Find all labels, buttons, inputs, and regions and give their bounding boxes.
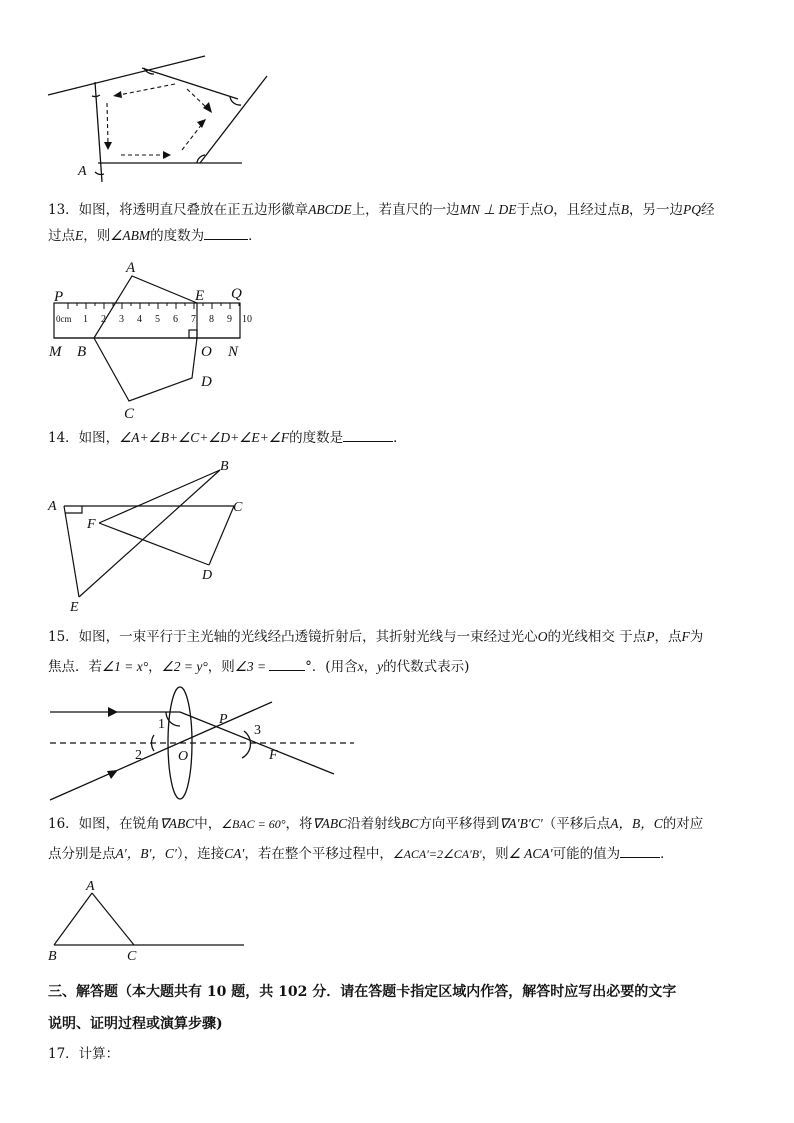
fig14-label-e: E [70, 600, 79, 615]
fig13-ruler-tick-label: 6 [173, 314, 178, 325]
fig15-label-1: 1 [158, 717, 165, 732]
q16-line-1: 16．如图，在锐角∇ABC中，∠BAC = 60°，将∇ABC沿着射线BC方向平移得到∇A′B′C′（平移后点A，B，C的对应 [48, 816, 704, 832]
fig15-angle-arc-3 [242, 731, 250, 758]
fig14-line-eb [79, 470, 220, 597]
fig13-label-b: B [77, 344, 87, 360]
fig14-label-d: D [202, 568, 213, 583]
fig15-arrow-head-1 [108, 707, 118, 717]
fig16-side-ab [54, 893, 92, 945]
fig13-right-angle [189, 330, 197, 338]
fig15-label-p: P [219, 712, 228, 727]
fig16-label-c: C [127, 949, 137, 964]
question-14: 14．如图，∠A+∠B+∠C+∠D+∠E+∠F的度数是 ． [48, 425, 748, 451]
question-16 [48, 811, 748, 867]
fig13-ruler-tick-label: 5 [155, 314, 160, 325]
fig13-ruler-unit: 0cm [56, 314, 72, 324]
fig13-label-d: D [201, 374, 212, 390]
fig14-line-ae [64, 506, 79, 597]
fig14-line-bf [99, 470, 220, 523]
figure-14-angles [44, 455, 254, 615]
fig13-ruler-tick-label: 8 [209, 314, 214, 325]
fig12-label-a: A [78, 164, 87, 179]
answer-blank[interactable] [343, 427, 393, 442]
figure-13-ruler-pentagon [44, 256, 254, 424]
fig13-label-e: E [195, 288, 205, 304]
fig13-label-c: C [124, 406, 135, 422]
fig13-ruler-tick-label: 4 [137, 314, 142, 325]
fig15-label-o: O [178, 749, 189, 764]
fig13-label-p: P [54, 289, 64, 305]
fig13-label-q: Q [231, 286, 242, 302]
q15-line-2: 焦点．若∠1 = x°，∠2 = y°，则∠3 = °．(用含x，y的代数式表示) [48, 654, 748, 680]
fig16-side-ac [92, 893, 134, 945]
fig16-label-b: B [48, 949, 57, 964]
fig12-line-right [200, 76, 267, 163]
fig14-label-c: C [233, 500, 243, 515]
q15-line-1: 15．如图，一束平行于主光轴的光线经凸透镜折射后，其折射光线与一束经过光心O的光线相交 于点P，点F为 [48, 629, 704, 645]
question-17: 17．计算： [48, 1046, 120, 1062]
fig12-arrow-right [182, 124, 202, 150]
fig12-arrow-right-top [187, 89, 207, 108]
fig15-label-f: F [269, 748, 278, 763]
fig13-label-o: O [201, 344, 212, 360]
fig12-line-right-top [142, 68, 238, 99]
answer-blank[interactable] [204, 225, 248, 240]
fig12-angle-arc-a [95, 172, 104, 174]
section-3-heading: 三、解答题（本大题共有 10 题，共 102 分．请在答题卡指定区域内作答，解答时应写出必要的文字 说明、证明过程或演算步骤) [48, 984, 677, 1032]
figure-12-pentagon [40, 52, 280, 187]
question-13 [48, 197, 748, 249]
fig14-right-angle [65, 506, 82, 513]
fig13-ruler-tick-label: 9 [227, 314, 232, 325]
fig16-label-a: A [86, 879, 95, 894]
fig13-label-a: A [126, 260, 136, 276]
fig15-label-3: 3 [254, 723, 261, 738]
q13-line-2: 过点E，则∠ABM的度数为 ． [48, 223, 748, 249]
figure-15-lens [44, 682, 359, 804]
q16-line-2: 点分别是点A′，B′，C′），连接CA′，若在整个平移过程中，∠ACA′=2∠CA′B′，则∠ ACA′可能的值为 ． [48, 841, 748, 867]
answer-blank[interactable] [620, 843, 660, 858]
figure-16-triangle [44, 878, 254, 966]
q13-line-1: 13．如图，将透明直尺叠放在正五边形徽章ABCDE上，若直尺的一边MN ⊥ DE于点O，且经过点B，另一边PQ经 [48, 202, 715, 218]
fig12-arrow-top [119, 84, 175, 95]
fig12-arrow-left [107, 103, 108, 144]
fig12-line-top [48, 56, 205, 95]
fig13-ruler-tick-label: 3 [119, 314, 124, 325]
fig13-label-m: M [49, 344, 62, 360]
question-15 [48, 624, 748, 680]
fig13-label-n: N [228, 344, 239, 360]
fig14-line-dc [209, 506, 234, 565]
fig13-ruler-tick-label: 1 [83, 314, 88, 325]
fig14-label-f: F [87, 517, 96, 532]
fig15-label-2: 2 [135, 748, 142, 763]
fig14-label-b: B [220, 459, 229, 474]
answer-blank[interactable] [269, 656, 305, 671]
fig14-label-a: A [48, 499, 57, 514]
fig13-ruler-tick-label: 2 [101, 314, 106, 325]
fig13-ruler-tick-label: 10 [242, 314, 252, 325]
fig13-ruler-tick-label: 7 [191, 314, 196, 325]
